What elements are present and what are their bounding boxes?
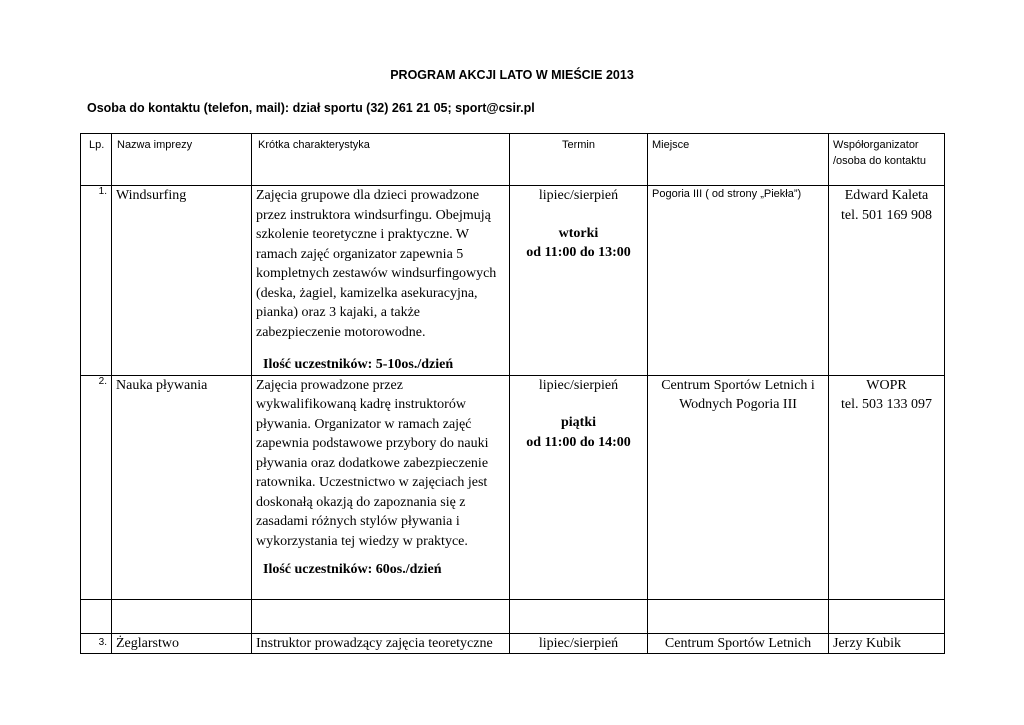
row-place: Centrum Sportów Letnich xyxy=(648,633,829,654)
row-place: Centrum Sportów Letnich i Wodnych Pogoria III xyxy=(648,375,829,599)
row-coorganizer-name: Edward Kaleta xyxy=(844,188,929,203)
row-term-hours: od 11:00 do 14:00 xyxy=(526,434,631,450)
header-place: Miejsce xyxy=(648,134,829,186)
row-term-day: piątki xyxy=(560,415,596,430)
table-header-row xyxy=(81,134,945,186)
row-description: Zajęcia prowadzone przez wykwalifikowaną kadrę instruktorów pływania. Organizator w ramach zajęć zapewnia podstawowe przybory do nauki pływania oraz dodatkowe zabezpieczenie ratownika. Uczestnictwo w zajęciach jest doskonałą okazją do zapoznania się z zasadami różnych stylów pływania i wykorzystania tej wiedzy w praktyce. xyxy=(256,377,489,549)
contact-line: Osoba do kontaktu (telefon, mail): dział sportu (32) 261 21 05; sport@csir.pl xyxy=(87,101,535,115)
row-coorganizer-phone: tel. 501 169 908 xyxy=(841,207,932,223)
row-coorganizer-cell xyxy=(829,375,945,599)
row-term-day: wtorki xyxy=(558,225,599,241)
row-term-period: lipiec/sierpień xyxy=(538,188,619,203)
document-title: PROGRAM AKCJI LATO W MIEŚCIE 2013 xyxy=(390,68,634,82)
header-description: Krótka charakterystyka xyxy=(252,134,510,186)
empty-cell xyxy=(252,599,510,633)
row-lp: 3. xyxy=(81,633,112,654)
row-description: Zajęcia grupowe dla dzieci prowadzone przez instruktora windsurfingu. Obejmują szkolenie teoretyczne i praktyczne. W ramach zajęć organizator zapewnia 5 kompletnych zestawów windsurfingowych (deska, żagiel, kamizelka asekuracyjna, pianka) oraz 3 kajaki, a także zabezpieczenie motorowodne. xyxy=(256,188,497,340)
empty-cell xyxy=(112,599,252,633)
header-term: Termin xyxy=(510,134,648,186)
row-description-cell xyxy=(252,375,510,599)
empty-cell xyxy=(81,599,112,633)
header-coorganizer: Współorganizator /osoba do kontaktu xyxy=(829,134,945,186)
empty-cell xyxy=(648,599,829,633)
row-event-name: Żeglarstwo xyxy=(112,633,252,654)
row-term-cell xyxy=(510,375,648,599)
table-row-empty xyxy=(81,599,945,633)
row-participants: Ilość uczestników: 5-10os./dzień xyxy=(263,357,454,372)
row-coorganizer-cell xyxy=(829,186,945,376)
row-term-period: lipiec/sierpień xyxy=(510,633,648,654)
row-description: Instruktor prowadzący zajęcia teoretyczne xyxy=(252,633,510,654)
row-lp: 2. xyxy=(81,375,112,599)
row-coorganizer-name: WOPR xyxy=(866,377,907,393)
row-lp: 1. xyxy=(81,186,112,376)
table-row xyxy=(81,186,945,376)
row-term-period: lipiec/sierpień xyxy=(538,377,619,393)
row-place: Pogoria III ( od strony „Piekła”) xyxy=(648,186,829,376)
row-event-name: Nauka pływania xyxy=(112,375,252,599)
row-coorganizer-name: Jerzy Kubik xyxy=(829,633,945,654)
table-row xyxy=(81,633,945,654)
row-participants: Ilość uczestników: 60os./dzień xyxy=(263,562,442,577)
row-term-hours: od 11:00 do 13:00 xyxy=(526,245,631,260)
header-name: Nazwa imprezy xyxy=(112,134,252,186)
row-description-cell xyxy=(252,186,510,376)
empty-cell xyxy=(829,599,945,633)
empty-cell xyxy=(510,599,648,633)
table-row xyxy=(81,375,945,599)
row-coorganizer-phone: tel. 503 133 097 xyxy=(841,397,932,412)
row-term-cell xyxy=(510,186,648,376)
program-table xyxy=(80,133,945,654)
row-event-name: Windsurfing xyxy=(112,186,252,376)
header-lp: Lp. xyxy=(81,134,112,186)
